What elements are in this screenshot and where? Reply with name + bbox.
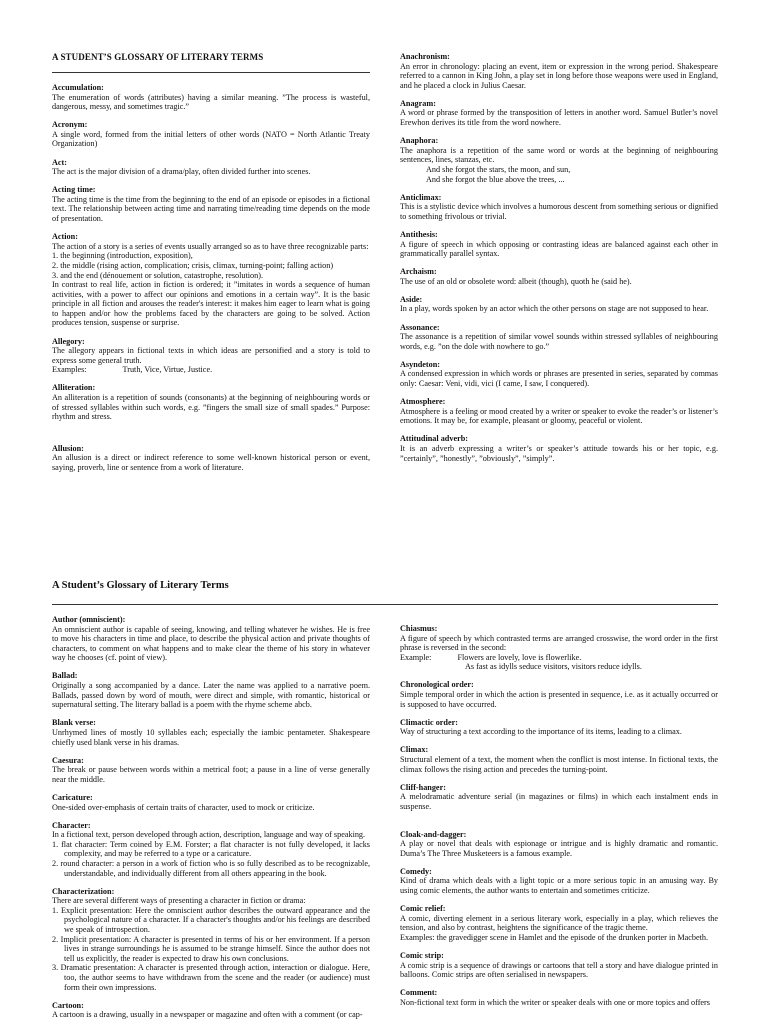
definition: A melodramatic adventure serial (in magazines or films) in which each instalment ends in suspense. <box>400 792 718 811</box>
definition: Unrhymed lines of mostly 10 syllables each; especially the iambic pentameter. Shakespeare chiefly used blank verse in his dramas. <box>52 727 370 747</box>
entry-acronym <box>52 120 370 149</box>
entry-cloak-and-dagger <box>400 830 718 859</box>
example-text: Truth, Vice, Virtue, Justice. <box>122 365 213 375</box>
entry-cartoon <box>52 1001 370 1020</box>
definition: The acting time is the time from the beginning to the end of an episode or episodes in a fictional text. The relationship between acting time and narrating time/reading time depends on the mode of presentation. <box>52 194 370 224</box>
entry-ballad <box>52 671 370 709</box>
term: Archaism: <box>400 267 437 277</box>
entry-action <box>52 232 370 328</box>
definition: The assonance is a repetition of similar vowel sounds within stressed syllables of neighbouring words, e.g. ”on the dole with nowhere to go.” <box>400 332 718 351</box>
definition: Simple temporal order in which the action is presented in sequence, i.e. as it actually occurred or is supposed to have occurred. <box>400 690 718 709</box>
characterization-list <box>52 906 370 992</box>
definition: An allusion is a direct or indirect reference to some well-known historical person or event, saying, proverb, line or sentence from a work of literature. <box>52 453 370 472</box>
list-item: 1. flat character: Term coined by E.M. Forster; a flat character is not fully developed, it lacks complexity, and may be referred to a type or a caricature. <box>52 839 370 859</box>
entry-caesura <box>52 756 370 785</box>
term: Cliff-hanger: <box>400 782 446 792</box>
term: Action: <box>52 232 78 242</box>
page-2 <box>0 560 768 1024</box>
definition: An omniscient author is capable of seeing, knowing, and telling whatever he wishes. He is free to move his characters in time and place, to describe the physical action and private thoughts of characters, to comment on what happens and to make clear the theme of his story in whatever way he chooses (cf. point of view). <box>52 624 370 663</box>
term: Chiasmus: <box>400 624 438 633</box>
definition: Atmosphere is a feeling or mood created by a writer or speaker to evoke the reader’s or listener’s emotions. It may be, for example, pleasant or gloomy, peaceful or violent. <box>400 406 718 426</box>
term: Allusion: <box>52 443 84 453</box>
character-types-list <box>52 840 370 878</box>
definition: The use of an old or obsolete word: albeit (though), quoth he (said he). <box>400 276 632 286</box>
entry-acting-time <box>52 185 370 223</box>
entry-anaphora <box>400 136 718 184</box>
term: Accumulation: <box>52 83 104 92</box>
term: Climactic order: <box>400 717 458 727</box>
term: Anticlimax: <box>400 192 442 202</box>
left-column <box>52 83 370 481</box>
definition: The allegory appears in fictional texts in which ideas are personified and a story is told to express some general truth. <box>52 346 370 365</box>
definition: A figure of speech in which opposing or contrasting ideas are balanced against each other in grammatically parallel syntax. <box>400 239 718 259</box>
term: Character: <box>52 820 91 830</box>
definition: An error in chronology: placing an event, item or expression in the wrong period. Shakespeare referred to a cannon in King John, a play set in long before those weapons were used in England, and he placed a clock in Julius Caesar. <box>400 61 718 90</box>
term: Aside: <box>400 294 423 304</box>
entry-asyndeton <box>400 360 718 389</box>
definition: An alliteration is a repetition of sounds (consonants) at the beginning of neighbouring words or of stressed syllables within such words, e.g. ”fingers the small size of small spades.” Purpose: rhythm and stress. <box>52 393 370 422</box>
term: Anachronism: <box>400 52 450 61</box>
entry-caricature <box>52 793 370 812</box>
definition-continued: Examples: the gravedigger scene in Hamlet and the episode of the drunken porter in Macbeth. <box>400 932 709 942</box>
term: Antithesis: <box>400 229 438 239</box>
entry-comic-relief <box>400 904 718 942</box>
entry-cliff-hanger <box>400 783 718 812</box>
definition: A play or novel that deals with espionage or intrigue and is highly dramatic and romantic. Duma’s The Three Musketeers is a famous example. <box>400 839 718 858</box>
definition: A cartoon is a drawing, usually in a newspaper or magazine and often with a comment (or cap- <box>52 1010 363 1020</box>
definition: This is a stylistic device which involves a humorous descent from something serious or dignified to something frivolous or trivial. <box>400 202 718 221</box>
definition: Originally a song accompanied by a dance. Later the name was applied to a narrative poem. Ballads, passed down by word of mouth, were direct and simple, with romantic, historical or supernatural setting. The literary ballad is a poem with the rhyme scheme abcb. <box>52 681 370 710</box>
entry-accumulation <box>52 83 370 112</box>
list-item: 3. Dramatic presentation: A character is presented through action, interaction or dialogue. Here, too, the author seems to have withdrawn from the scene and the reader (or audience) must form their own impressions. <box>52 963 370 992</box>
definition: In a fictional text, person developed through action, description, language and way of speaking. <box>52 830 366 840</box>
entry-aside <box>400 295 718 314</box>
list-item: 2. Implicit presentation: A character is presented in terms of his or her environment. If a person lives in strange surroundings he is assumed to be strange himself. Since the author does not tell us explicitly, the reader is expected to draw his own conclusions. <box>52 934 370 963</box>
example-line <box>400 653 718 663</box>
entry-archaism <box>400 267 718 286</box>
definition: Kind of drama which deals with a light topic or a more serious topic in an amusing way. By using comic elements, the author wants to entertain and sometimes criticize. <box>400 876 718 895</box>
entry-anticlimax <box>400 193 718 222</box>
term: Caesura: <box>52 755 84 765</box>
definition: A figure of speech by which contrasted terms are arranged crosswise, the word order in the first phrase is reversed in the second: <box>400 633 718 653</box>
entry-atmosphere <box>400 397 718 426</box>
entry-climactic-order <box>400 718 718 737</box>
definition: A word or phrase formed by the transposition of letters in another word. Samuel Butler’s novel Erewhon derives its title from the word nowhere. <box>400 108 718 128</box>
definition: One-sided over-emphasis of certain traits of character, used to mock or criticize. <box>52 802 315 812</box>
definition: The break or pause between words within a metrical foot; a pause in a line of verse generally near the middle. <box>52 765 370 784</box>
term: Comic relief: <box>400 904 446 914</box>
term: Atmosphere: <box>400 397 446 407</box>
entry-character <box>52 821 370 879</box>
example-text-2: As fast as idylls seduce visitors, visitors reduce idylls. <box>465 662 642 672</box>
term: Acting time: <box>52 185 96 195</box>
definition: Way of structuring a text according to the importance of its items, leading to a climax. <box>400 727 682 737</box>
definition: It is an adverb expressing a writer’s or speaker’s attitude towards his or her topic, e.g. ”certainly”, ”honestly”, ”obviously”, ”simply”. <box>400 444 718 463</box>
term: Attitudinal adverb: <box>400 434 469 444</box>
entry-blank-verse <box>52 718 370 747</box>
entry-allegory <box>52 337 370 375</box>
title-rule <box>52 604 718 605</box>
example-label: Example: <box>400 652 432 662</box>
example-text: Flowers are lovely, love is flowerlike. <box>457 652 582 662</box>
right-column <box>400 624 718 1016</box>
entry-comedy <box>400 867 718 896</box>
term: Cartoon: <box>52 1000 84 1010</box>
definition: A condensed expression in which words or phrases are presented in series, separated by commas only: Caesar: Veni, vidi, vici (I came, I saw, I conquered). <box>400 369 718 389</box>
term: Blank verse: <box>52 718 96 728</box>
entry-comment <box>400 988 718 1007</box>
term: Anaphora: <box>400 136 439 146</box>
example-line <box>52 365 370 375</box>
entry-comic-strip <box>400 951 718 980</box>
left-column <box>52 615 370 1028</box>
action-parts-list <box>52 251 370 280</box>
quote-line: And she forgot the blue above the trees, ... <box>426 174 565 184</box>
definition: The enumeration of words (attributes) having a similar meaning. ”The process is wasteful, dangerous, messy, and sometimes tragic.” <box>52 92 370 112</box>
example-label: Examples: <box>52 365 87 375</box>
title-rule <box>52 72 370 73</box>
entry-chiasmus <box>400 624 718 672</box>
definition: A single word, formed from the initial letters of other words (NATO = North Atlantic Treaty Organization) <box>52 129 370 149</box>
entry-chronological-order <box>400 680 718 709</box>
term: Comment: <box>400 988 438 998</box>
entry-climax <box>400 745 718 774</box>
definition: A comic strip is a sequence of drawings or cartoons that tell a story and have dialogue printed in balloons. Comic strips are often serialised in newspapers. <box>400 960 718 980</box>
page-title: A STUDENT’S GLOSSARY OF LITERARY TERMS <box>52 52 264 62</box>
list-item: 2. the middle (rising action, complication; crisis, climax, turning-point; falling action) <box>52 260 334 270</box>
entry-act <box>52 158 370 177</box>
term: Alliteration: <box>52 383 96 393</box>
term: Comic strip: <box>400 950 444 960</box>
right-column <box>400 52 718 472</box>
entry-alliteration <box>52 383 370 421</box>
definition: The act is the major division of a drama/play, often divided further into scenes. <box>52 167 311 177</box>
term: Asyndeton: <box>400 359 441 369</box>
term: Act: <box>52 157 67 167</box>
list-item: 1. Explicit presentation: Here the omniscient author describes the outward appearance and the psychological nature of a character. If a character's thoughts and/or his feelings are described we speak of introspection. <box>52 905 370 935</box>
term: Anagram: <box>400 98 436 108</box>
term: Ballad: <box>52 671 78 681</box>
list-item: 3. and the end (dénouement or solution, catastrophe, resolution). <box>52 270 264 280</box>
definition: Structural element of a text, the moment when the conflict is most intense. In fictional texts, the climax follows the rising action and precedes the turning-point. <box>400 755 718 774</box>
entry-anagram <box>400 99 718 128</box>
definition: A comic, diverting element in a serious literary work, especially in a play, which relieves the tension, and also by contrast, heightens the significance of the tragic theme. <box>400 913 718 933</box>
term: Comedy: <box>400 866 432 876</box>
definition: There are several different ways of presenting a character in fiction or drama: <box>52 896 306 906</box>
entry-author-omniscient <box>52 615 370 663</box>
list-item: 1. the beginning (introduction, exposition), <box>52 251 193 261</box>
definition: The anaphora is a repetition of the same word or words at the beginning of neighbouring sentences, lines, stanzas, etc. <box>400 145 718 165</box>
quote-line: And she forgot the stars, the moon, and sun, <box>426 164 571 174</box>
term: Allegory: <box>52 336 85 346</box>
list-item: 2. round character: a person in a work of fiction who is so fully described as to be recognizable, understandable, and individually different from all others appearing in the book. <box>52 858 370 878</box>
term: Chronological order: <box>400 680 474 690</box>
term: Climax: <box>400 745 429 755</box>
term: Characterization: <box>52 886 115 896</box>
term: Author (omniscient): <box>52 615 126 624</box>
entry-assonance <box>400 323 718 352</box>
definition-continued: In contrast to real life, action in fiction is ordered; it ”imitates in words a sequence of human activities, with a power to affect our opinions and emotions in a certain way”. It is the basic principle in all fiction and arouses the reader's interest: it makes him eager to learn what is going to happen and/or how the problems faced by the characters are going to be solved. Action produces tension, suspense or surprise. <box>52 280 370 328</box>
entry-characterization <box>52 887 370 993</box>
page-title: A Student’s Glossary of Literary Terms <box>52 580 229 591</box>
term: Caricature: <box>52 792 93 802</box>
entry-attitudinal-adverb <box>400 434 718 463</box>
definition: In a play, words spoken by an actor which the other persons on stage are not supposed to hear. <box>400 304 709 314</box>
term: Cloak-and-dagger: <box>400 829 467 839</box>
term: Assonance: <box>400 322 440 332</box>
entry-antithesis <box>400 230 718 259</box>
entry-allusion <box>52 444 370 473</box>
definition: The action of a story is a series of events usually arranged so as to have three recognizable parts: <box>52 241 369 251</box>
term: Acronym: <box>52 120 88 130</box>
entry-anachronism <box>400 52 718 90</box>
definition: Non-fictional text form in which the writer or speaker deals with one or more topics and offers <box>400 997 710 1007</box>
